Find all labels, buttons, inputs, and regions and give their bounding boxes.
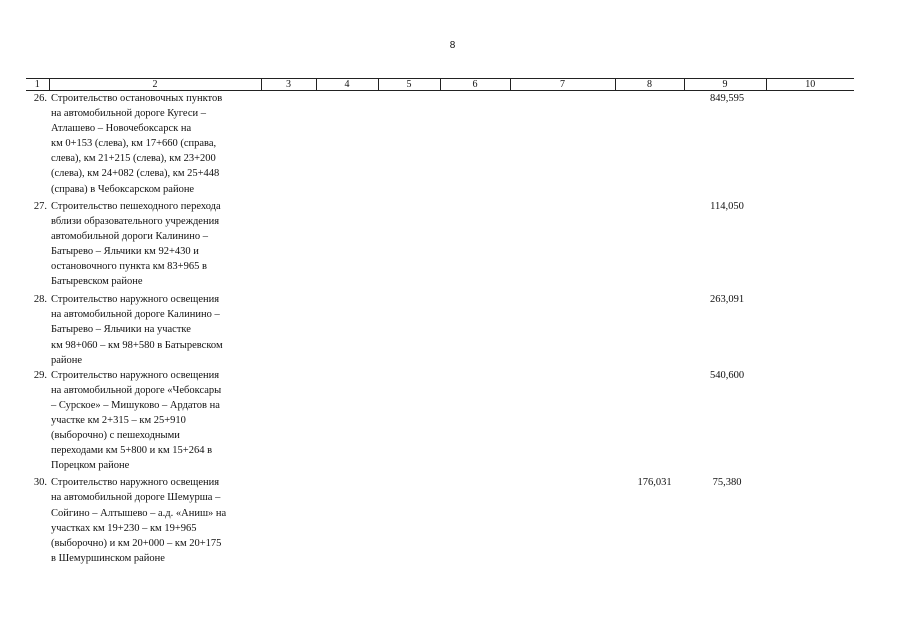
column-header: 9: [684, 79, 766, 91]
cell-col9: 263,091: [709, 294, 745, 306]
description-line: км 98+060 – км 98+580 в Батыревском: [51, 339, 223, 351]
cell-col8: 176,031: [637, 477, 672, 489]
cell-col8: [615, 292, 684, 367]
column-header: 7: [510, 79, 615, 91]
description-line: Строительство наружного освещения: [51, 369, 220, 381]
row-description: [49, 475, 261, 568]
column-header: 5: [378, 79, 440, 91]
description-line: участке км 2+315 – км 25+910: [51, 414, 186, 426]
row-description: [49, 91, 261, 199]
column-header: 2: [49, 79, 261, 91]
description-line: на автомобильной дороге Кугеси –: [51, 108, 207, 120]
description-line: Порецком районе: [51, 460, 130, 472]
description-line: Батырево – Яльчики км 92+430 и: [51, 245, 199, 257]
cell-col8: [615, 368, 684, 476]
table-header: [26, 79, 854, 91]
budget-table: [26, 78, 854, 568]
description-line: автомобильной дороги Калинино –: [51, 230, 208, 242]
table-row: [26, 199, 854, 293]
table-row: [26, 91, 854, 199]
row-number: 27.: [33, 200, 47, 212]
description-line: слева), км 21+215 (слева), км 23+200: [51, 153, 216, 165]
page-number: 8: [449, 40, 456, 51]
description-line: – Сурское» – Мишуково – Ардатов на: [51, 399, 220, 411]
description-line: Атлашево – Новочебоксарск на: [51, 123, 192, 135]
cell-col9: 540,600: [709, 369, 745, 381]
column-header: 3: [261, 79, 316, 91]
description-line: Строительство пешеходного перехода: [51, 200, 221, 212]
column-header: 8: [615, 79, 684, 91]
description-line: км 0+153 (слева), км 17+660 (справа,: [51, 138, 217, 150]
description-line: Батырево – Яльчики на участке: [51, 324, 191, 336]
cell-col8: [615, 91, 684, 199]
cell-col9: 75,380: [712, 477, 742, 489]
row-number: 29.: [33, 369, 47, 381]
description-line: в Шемуршинском районе: [51, 552, 165, 564]
row-description: [49, 199, 261, 293]
description-line: Батыревском районе: [51, 276, 143, 288]
description-line: Строительство наружного освещения: [51, 294, 220, 306]
column-header: 1: [26, 79, 49, 91]
description-line: (выборочно) с пешеходными: [51, 430, 180, 442]
description-line: на автомобильной дороге Калинино –: [51, 309, 220, 321]
description-line: на автомобильной дороге «Чебоксары: [51, 384, 222, 396]
description-line: переходами км 5+800 и км 15+264 в: [51, 445, 213, 457]
description-line: Строительство остановочных пунктов: [51, 93, 223, 104]
row-number: 30.: [33, 477, 47, 489]
column-header: 10: [766, 79, 854, 91]
description-line: районе: [51, 354, 83, 366]
description-line: остановочного пункта км 83+965 в: [51, 261, 207, 273]
row-description: [49, 292, 261, 367]
column-header: 4: [316, 79, 378, 91]
table-row: [26, 475, 854, 568]
description-line: Строительство наружного освещения: [51, 477, 220, 489]
cell-col9: 114,050: [710, 200, 744, 212]
description-line: вблизи образовательного учреждения: [51, 215, 220, 227]
description-line: участках км 19+230 – км 19+965: [51, 522, 197, 534]
cell-col8: [615, 199, 684, 293]
cell-col9: 849,595: [709, 93, 745, 104]
table-row: [26, 292, 854, 367]
row-description: [49, 368, 261, 476]
description-line: (слева), км 24+082 (слева), км 25+448: [51, 168, 220, 180]
description-line: (справа) в Чебоксарском районе: [51, 183, 195, 195]
column-header: 6: [440, 79, 510, 91]
description-line: Сойгино – Алтышево – а.д. «Аниш» на: [51, 507, 227, 519]
description-line: (выборочно) и км 20+000 – км 20+175: [51, 537, 222, 549]
description-line: на автомобильной дороге Шемурша –: [51, 492, 221, 504]
row-number: 28.: [33, 294, 47, 306]
table-row: [26, 368, 854, 476]
row-number: 26.: [33, 93, 47, 104]
